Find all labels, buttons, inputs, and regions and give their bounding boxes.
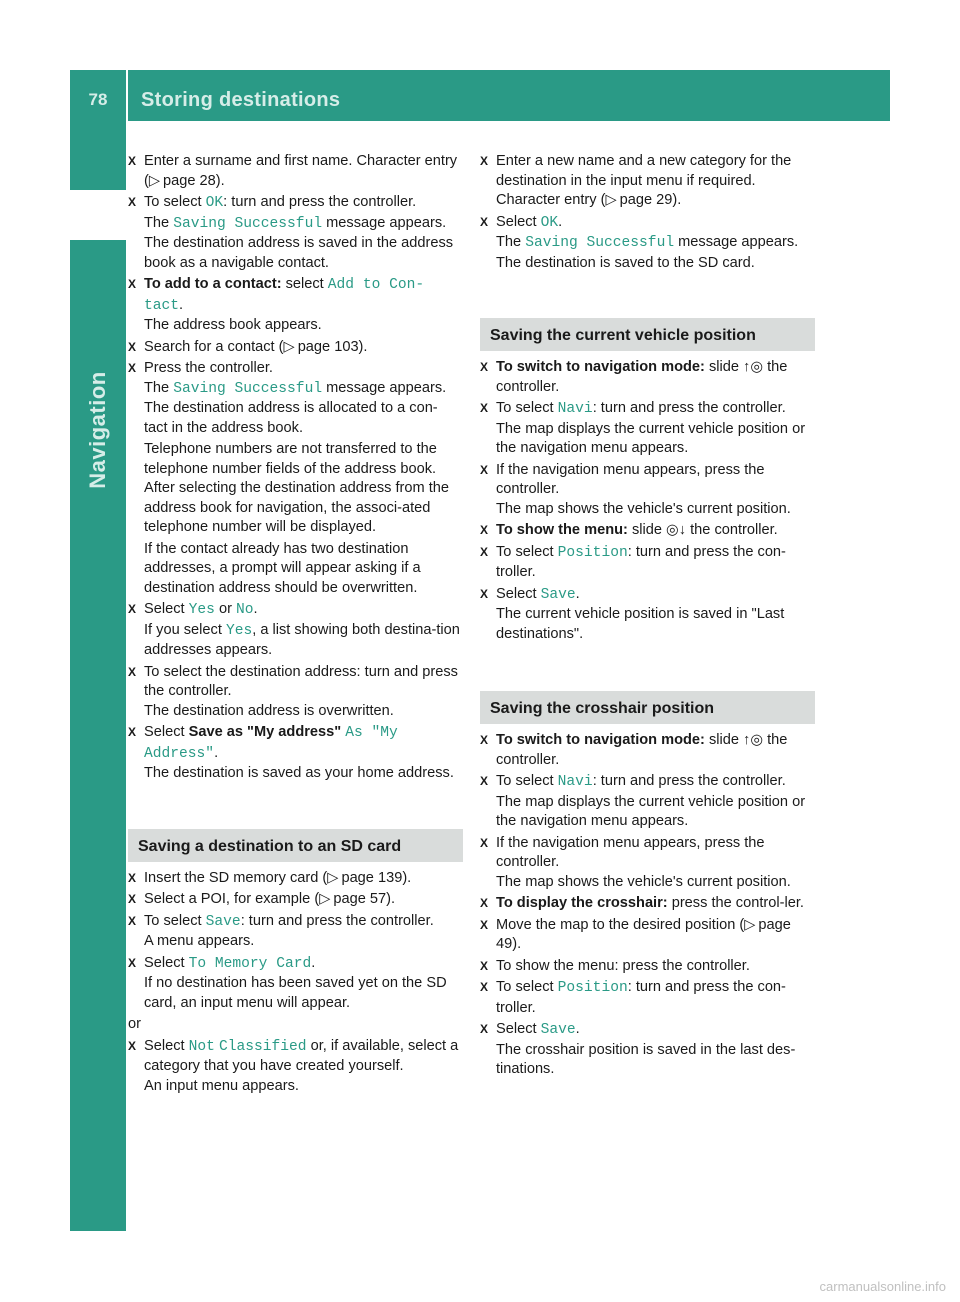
step-arrow-icon: X — [480, 523, 489, 537]
page-link[interactable]: page 139). — [341, 869, 412, 886]
instruction-step: X To select Navi: turn and press the controller. The map displays the current vehicle position or the navigation menu appears. — [480, 400, 806, 456]
page-ref-icon: ▷ — [283, 338, 295, 355]
side-tab — [70, 121, 126, 1231]
step-arrow-icon: X — [128, 154, 137, 168]
step-arrow-icon: X — [480, 917, 489, 932]
page-link[interactable]: page 49). — [496, 916, 791, 952]
page-ref-icon: ▷ — [319, 891, 331, 907]
page-link[interactable]: page 28). — [163, 172, 225, 189]
step-arrow-icon: X — [480, 401, 489, 415]
instruction-step: X To show the menu: slide ◎↓ the controller. — [480, 521, 812, 541]
instruction-step: X Press the controller. The Saving Successful message appears. The destination address is allocated to a con-tact in the address book. Telephone numbers are not transferred to the telephone number fields of the address book. After selecting the destination address from the address book for navigation, the associ-ated telephone number will be displayed. If the contact already has two destination addresses, a prompt will appear asking if a destination address should be overwritten. — [128, 360, 450, 596]
section-heading: Saving the current vehicle position — [480, 318, 815, 351]
ui-term: Navi — [557, 401, 593, 417]
instruction-step: X To select Navi: turn and press the controller. The map displays the current vehicle position or the navigation menu appears. — [480, 773, 806, 829]
header-divider — [126, 70, 128, 121]
page-link[interactable]: page 57). — [333, 891, 396, 907]
instruction-step: X To select Position: turn and press the con-troller. — [480, 543, 786, 580]
step-arrow-icon: X — [480, 774, 489, 788]
instruction-step: X Select Save. The crosshair position is saved in the last des-tinations. — [480, 1021, 796, 1077]
step-arrow-icon: X — [480, 462, 489, 477]
instruction-step: X Enter a surname and first name. Character entry (▷ page 28). — [128, 153, 458, 189]
step-arrow-icon: X — [128, 339, 137, 354]
ui-term: tact — [144, 297, 180, 314]
ui-term: Position — [557, 544, 628, 561]
instruction-step: X If the navigation menu appears, press the controller. The map shows the vehicle's current position. — [480, 834, 791, 890]
instruction-step: X To display the crosshair: press the control-ler. — [480, 894, 812, 914]
instruction-step: X Select Not Classified or, if available, select a category that you have created yourself. An input menu appears. — [128, 1037, 459, 1094]
ui-term: Yes — [225, 622, 253, 639]
instruction-step: X To switch to navigation mode: slide ↑◎ the controller. — [480, 732, 788, 768]
instruction-step: X To switch to navigation mode: slide ↑◎ the controller. — [480, 359, 788, 395]
step-arrow-icon: X — [128, 602, 137, 616]
instruction-step: X If the navigation menu appears, press the controller. The map shows the vehicle's current position. — [480, 461, 791, 517]
instruction-step: X Select To Memory Card. If no destination has been saved yet on the SD card, an input menu will appear. — [128, 954, 447, 1011]
page-ref-icon: ▷ — [605, 192, 617, 208]
instruction-step: X Select Yes or No. If you select Yes, a list showing both destina-tion addresses appears. — [128, 601, 460, 658]
page-ref-icon: ▷ — [148, 172, 161, 189]
step-arrow-icon: X — [128, 913, 137, 928]
ui-term: As "My — [345, 725, 398, 741]
ui-term: No — [236, 602, 254, 618]
step-arrow-icon: X — [128, 664, 137, 679]
instruction-step: X Enter a new name and a new category for the destination in the input menu if required. Character entry (▷ page 29). — [480, 153, 792, 208]
step-arrow-icon: X — [128, 277, 137, 291]
page-link[interactable]: page 103). — [297, 338, 368, 355]
step-arrow-icon: X — [128, 195, 137, 209]
step-arrow-icon: X — [128, 725, 137, 739]
instruction-step: X Select OK. The Saving Successful message appears. The destination is saved to the SD card. — [480, 213, 799, 271]
ui-term: Not — [188, 1038, 215, 1055]
step-arrow-icon: X — [480, 360, 489, 374]
watermark-text: carmanualsonline.info — [819, 1279, 946, 1294]
instruction-step: X Select a POI, for example (▷ page 57). — [128, 890, 460, 910]
ui-term: Save — [205, 913, 241, 930]
side-tab-label: Navigation — [85, 371, 110, 489]
ui-term: Address" — [144, 745, 215, 762]
right-column — [480, 152, 812, 1082]
section-heading: Saving a destination to an SD card — [128, 829, 463, 862]
step-arrow-icon: X — [480, 586, 489, 601]
instruction-step: X To select OK: turn and press the controller. The Saving Successful message appears. The destination address is saved in the address book as a navigable contact. — [128, 194, 454, 271]
ui-term: Add to Con‐ — [327, 277, 425, 293]
step-arrow-icon: X — [128, 955, 137, 970]
ui-term: To Memory Card — [188, 955, 312, 972]
page-link[interactable]: page 29). — [619, 192, 682, 208]
step-arrow-icon: X — [480, 733, 489, 747]
step-arrow-icon: X — [480, 835, 489, 850]
step-arrow-icon: X — [128, 1038, 137, 1053]
instruction-step: X Search for a contact (▷ page 103). — [128, 338, 460, 358]
ui-term: Save — [540, 586, 576, 603]
step-arrow-icon: X — [128, 361, 137, 375]
instruction-step: X To add to a contact: select Add to Con‐ tact. The address book appears. — [128, 276, 425, 333]
step-arrow-icon: X — [480, 980, 489, 994]
ui-term: Navi — [557, 774, 593, 790]
ui-term: OK — [205, 195, 224, 211]
step-arrow-icon: X — [480, 896, 489, 910]
ui-term: Yes — [188, 602, 215, 618]
section-heading: Saving the crosshair position — [480, 691, 815, 724]
ui-term: Saving Successful — [173, 215, 323, 232]
instruction-step: X To show the menu: press the controller. — [480, 957, 812, 977]
step-arrow-icon: X — [128, 870, 137, 885]
instruction-step: X Move the map to the desired position (▷ page 49). — [480, 916, 791, 952]
step-arrow-icon: X — [480, 154, 489, 168]
or-text: or — [128, 1016, 141, 1032]
left-column — [128, 152, 460, 1098]
ui-term: Position — [557, 980, 628, 996]
ui-term: OK — [540, 214, 559, 231]
instruction-step: X Select Save as "My address" As "My Address". The destination is saved as your home address. — [128, 724, 454, 781]
instruction-step: X To select Save: turn and press the controller. A menu appears. — [128, 912, 434, 949]
controller-slide-up-icon: ↑◎ — [743, 359, 764, 375]
step-arrow-icon: X — [128, 892, 137, 906]
ui-term: Save — [540, 1022, 576, 1038]
instruction-step: X To select Position: turn and press the con-troller. — [480, 979, 786, 1016]
step-arrow-icon: X — [480, 958, 489, 973]
side-tab-notch — [70, 190, 126, 240]
step-arrow-icon: X — [480, 1022, 489, 1036]
controller-slide-up-icon: ↑◎ — [743, 732, 764, 748]
page-ref-icon: ▷ — [744, 916, 756, 933]
step-arrow-icon: X — [480, 214, 489, 229]
page-ref-icon: ▷ — [327, 869, 339, 886]
instruction-step: X Insert the SD memory card (▷ page 139). — [128, 869, 460, 889]
step-arrow-icon: X — [480, 544, 489, 559]
instruction-step: X To select the destination address: turn and press the controller. The destination address is overwritten. — [128, 663, 458, 719]
page-title: Storing destinations — [141, 89, 341, 111]
ui-term: Classified — [218, 1038, 307, 1055]
ui-term: Saving Successful — [173, 380, 323, 397]
page-number: 78 — [88, 90, 108, 109]
controller-slide-down-icon: ◎↓ — [666, 522, 687, 538]
ui-term: Saving Successful — [525, 235, 675, 251]
instruction-step: X Select Save. The current vehicle position is saved in "Last destinations". — [480, 585, 785, 642]
